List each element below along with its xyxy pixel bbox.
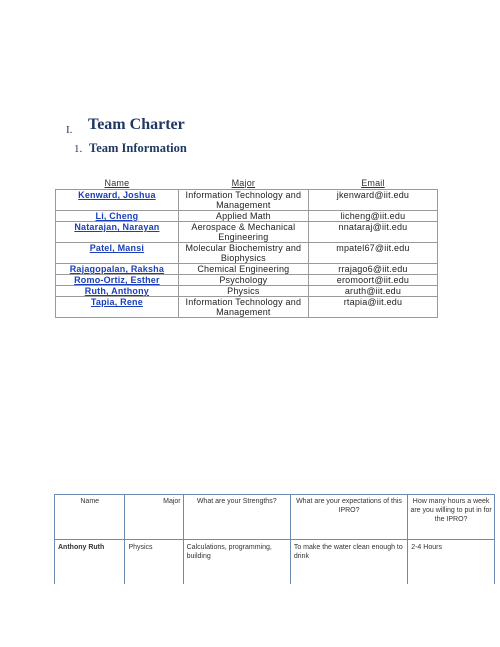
survey-header-strengths: What are your Strengths? [183,495,290,540]
member-email: nnataraj@iit.edu [308,222,437,243]
table-row [56,297,438,318]
member-name-link[interactable]: Li, Cheng [56,211,179,222]
member-email: rrajago6@iit.edu [308,264,437,275]
table-row [56,222,438,243]
table-row [56,211,438,222]
member-major: Applied Math [178,211,308,222]
column-header-email: Email [308,176,437,190]
survey-hours: 2-4 Hours [408,540,495,585]
member-major: Information Technology and Management [178,297,308,318]
table-row [56,264,438,275]
member-name-link[interactable]: Kenward, Joshua [56,190,179,211]
member-email: eromoort@iit.edu [308,275,437,286]
member-email: mpatel67@iit.edu [308,243,437,264]
table-row [56,275,438,286]
survey-header-expectations: What are your expectations of this IPRO? [290,495,407,540]
table-row [56,286,438,297]
member-name-link[interactable]: Ruth, Anthony [56,286,179,297]
team-info-table [55,176,438,318]
subsection-title: Team Information [89,141,187,155]
member-major: Psychology [178,275,308,286]
member-name-link[interactable]: Romo-Ortiz, Esther [56,275,179,286]
section-number: I. [66,124,73,136]
survey-header-major: Major [125,495,183,540]
survey-name: Anthony Ruth [55,540,125,585]
survey-strengths: Calculations, programming, building [183,540,290,585]
member-name-link[interactable]: Patel, Mansi [56,243,179,264]
member-email: rtapia@iit.edu [308,297,437,318]
table-row [56,190,438,211]
member-survey-table [54,494,495,584]
subsection-number: 1. [74,143,83,155]
survey-major: Physics [125,540,183,585]
table-row [55,540,495,585]
member-email: licheng@iit.edu [308,211,437,222]
survey-header-hours: How many hours a week are you willing to put in for the IPRO? [408,495,495,540]
member-email: jkenward@iit.edu [308,190,437,211]
member-major: Chemical Engineering [178,264,308,275]
member-name-link[interactable]: Tapia, Rene [56,297,179,318]
column-header-major: Major [178,176,308,190]
member-major: Information Technology and Management [178,190,308,211]
section-title: Team Charter [88,116,185,133]
survey-expectations: To make the water clean enough to drink [290,540,407,585]
member-email: aruth@iit.edu [308,286,437,297]
column-header-name: Name [56,176,179,190]
member-name-link[interactable]: Natarajan, Narayan [56,222,179,243]
table-row [56,243,438,264]
survey-header-name: Name [55,495,125,540]
member-major: Molecular Biochemistry and Biophysics [178,243,308,264]
member-major: Physics [178,286,308,297]
member-name-link[interactable]: Rajagopalan, Raksha [56,264,179,275]
member-major: Aerospace & Mechanical Engineering [178,222,308,243]
